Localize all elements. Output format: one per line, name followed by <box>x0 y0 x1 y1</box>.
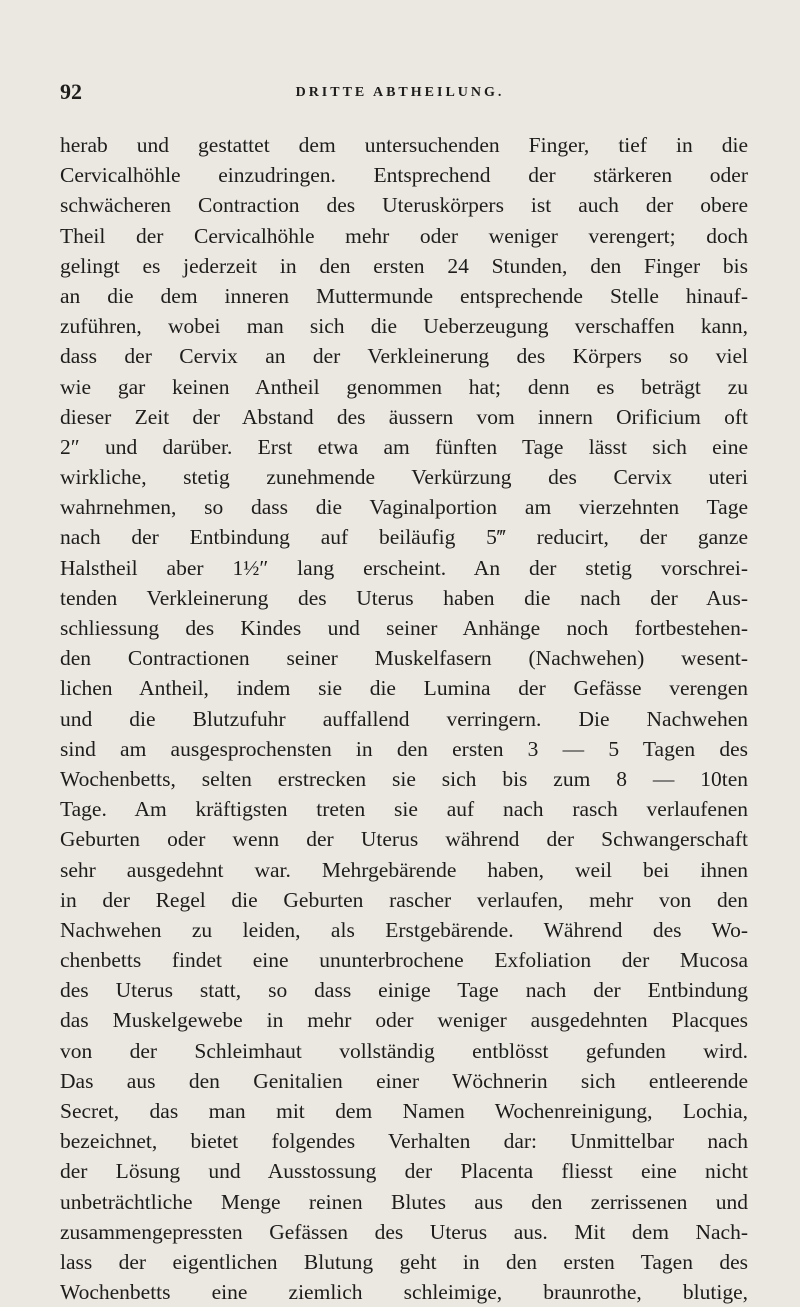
text-line: Wochenbetts eine ziemlich schleimige, braunrothe, blutige, <box>60 1280 748 1305</box>
text-line: Wochenbetts, selten erstrecken sie sich bis zum 8 — 10ten <box>60 766 748 791</box>
running-head: DRITTE ABTHEILUNG. <box>295 85 505 100</box>
text-line: herab und gestattet dem untersuchenden Finger, tief in die <box>60 133 748 157</box>
text-line: der Lösung und Ausstossung der Placenta fliesst eine nicht <box>60 1159 748 1184</box>
text-line: sehr ausgedehnt war. Mehrgebärende haben, weil bei ihnen <box>60 857 748 882</box>
text-line: lass der eigentlichen Blutung geht in den ersten Tagen des <box>60 1249 748 1274</box>
page-header <box>60 78 740 108</box>
text-line: chenbetts findet eine ununterbrochene Exfoliation der Mucosa <box>60 948 748 973</box>
text-line: und die Blutzufuhr auffallend verringern. Die Nachwehen <box>60 706 748 731</box>
text-line: Das aus den Genitalien einer Wöchnerin sich entleerende <box>60 1068 748 1093</box>
text-line: lichen Antheil, indem sie die Lumina der Gefässe verengen <box>60 676 748 701</box>
text-line: Geburten oder wenn der Uterus während der Schwangerschaft <box>60 827 748 852</box>
text-line: wie gar keinen Antheil genommen hat; denn es beträgt zu <box>60 374 748 399</box>
text-line: bezeichnet, bietet folgendes Verhalten dar: Unmittelbar nach <box>60 1129 748 1154</box>
text-line: 2″ und darüber. Erst etwa am fünften Tage lässt sich eine <box>60 434 748 459</box>
body-text <box>60 130 748 1307</box>
text-line: Nachwehen zu leiden, als Erstgebärende. Während des Wo- <box>60 917 748 942</box>
text-line: Secret, das man mit dem Namen Wochenreinigung, Lochia, <box>60 1099 748 1123</box>
text-line: Tage. Am kräftigsten treten sie auf nach rasch verlaufenen <box>60 797 748 822</box>
text-line: sind am ausgesprochensten in den ersten 3 — 5 Tagen des <box>60 736 748 761</box>
text-line: nach der Entbindung auf beiläufig 5‴ reducirt, der ganze <box>60 525 748 550</box>
text-line: das Muskelgewebe in mehr oder weniger ausgedehnten Placques <box>60 1008 748 1033</box>
text-line: Cervicalhöhle einzudringen. Entsprechend der stärkeren oder <box>60 163 748 188</box>
text-line: wahrnehmen, so dass die Vaginalportion am vierzehnten Tage <box>60 495 748 520</box>
text-line: gelingt es jederzeit in den ersten 24 Stunden, den Finger bis <box>60 253 748 278</box>
text-line: Theil der Cervicalhöhle mehr oder weniger verengert; doch <box>60 223 748 248</box>
text-line: Halstheil aber 1½″ lang erscheint. An der stetig vorschrei- <box>60 555 748 580</box>
text-line: tenden Verkleinerung des Uterus haben die nach der Aus- <box>60 585 748 610</box>
text-line: zuführen, wobei man sich die Ueberzeugung verschaffen kann, <box>60 314 748 339</box>
text-line: von der Schleimhaut vollständig entblösst gefunden wird. <box>60 1038 748 1063</box>
text-line: den Contractionen seiner Muskelfasern (Nachwehen) wesent- <box>60 646 748 671</box>
text-line: dass der Cervix an der Verkleinerung des Körpers so viel <box>60 344 748 369</box>
text-line: schliessung des Kindes und seiner Anhänge noch fortbestehen- <box>60 616 748 640</box>
text-line: wirkliche, stetig zunehmende Verkürzung des Cervix uteri <box>60 465 748 490</box>
text-line: in der Regel die Geburten rascher verlaufen, mehr von den <box>60 887 748 912</box>
page-number: 92 <box>60 79 82 104</box>
text-line: an die dem inneren Muttermunde entsprechende Stelle hinauf- <box>60 283 748 308</box>
text-line: des Uterus statt, so dass einige Tage nach der Entbindung <box>60 978 748 1003</box>
text-line: dieser Zeit der Abstand des äussern vom innern Orificium oft <box>60 404 748 429</box>
text-line: schwächeren Contraction des Uteruskörpers ist auch der obere <box>60 193 748 218</box>
text-line: unbeträchtliche Menge reinen Blutes aus den zerrissenen und <box>60 1189 748 1214</box>
text-line: zusammengepressten Gefässen des Uterus aus. Mit dem Nach- <box>60 1219 748 1244</box>
